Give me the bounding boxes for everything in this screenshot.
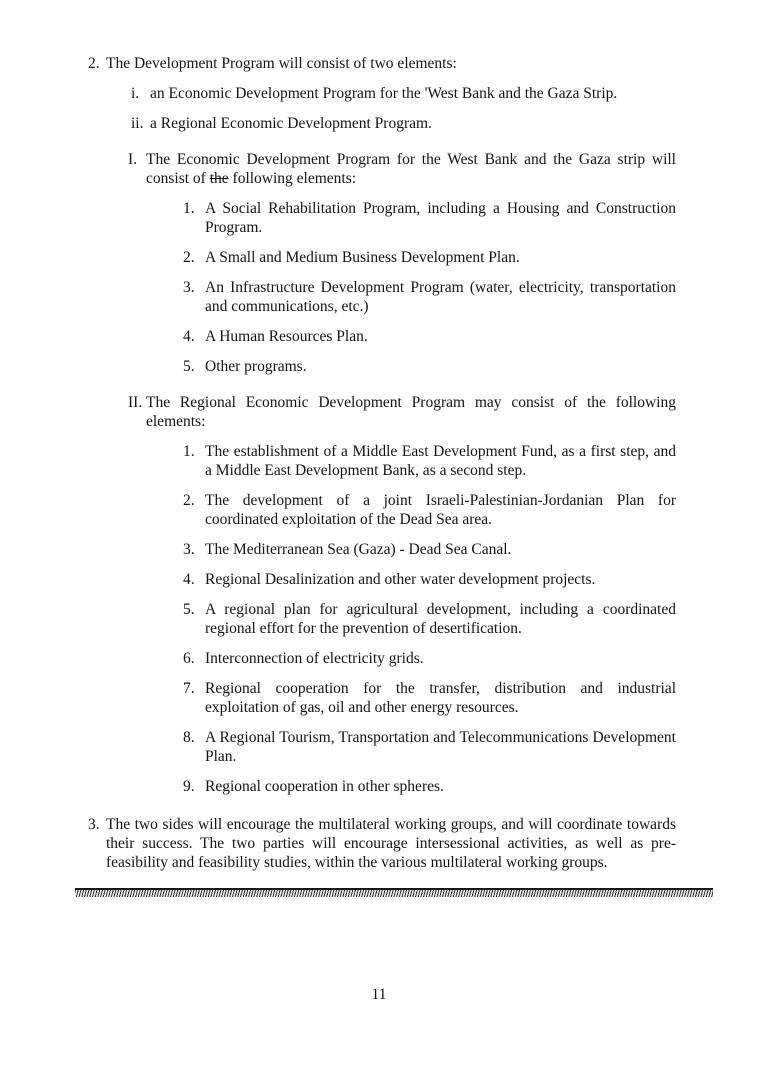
document-body bbox=[88, 54, 676, 883]
item-text: Regional cooperation for the transfer, distribution and industrial exploitation of gas, oil and other energy resources. bbox=[205, 680, 676, 716]
item-text: A Social Rehabilitation Program, including a Housing and Construction Program. bbox=[205, 200, 676, 236]
item-label: 4. bbox=[183, 571, 195, 588]
item-text: The establishment of a Middle East Development Fund, as a first step, and a Middle East Development Bank, as a second step. bbox=[205, 443, 676, 479]
item-text: Other programs. bbox=[205, 358, 307, 375]
item-text: An Infrastructure Development Program (water, electricity, transportation and communications, etc.) bbox=[205, 279, 676, 315]
list-item bbox=[88, 649, 676, 668]
item-text: A Human Resources Plan. bbox=[205, 328, 368, 345]
item-text: Interconnection of electricity grids. bbox=[205, 650, 424, 667]
item-text: The two sides will encourage the multilateral working groups, and will coordinate towards their success. The two parties will encourage intersessional activities, as well as pre-feasibility and feasibility studies, within the various multilateral working groups. bbox=[106, 816, 676, 871]
list-item bbox=[88, 728, 676, 766]
item-text: A Small and Medium Business Development Plan. bbox=[205, 249, 520, 266]
intro-text-before: The Economic Development Program for the West Bank and the Gaza strip will consist of bbox=[146, 151, 676, 187]
item-label: 1. bbox=[183, 443, 195, 460]
item-label: 3. bbox=[183, 279, 195, 296]
item-text: The Mediterranean Sea (Gaza) - Dead Sea Canal. bbox=[205, 541, 512, 558]
item-label: 7. bbox=[183, 680, 195, 697]
list-item bbox=[88, 570, 676, 589]
separator-rule bbox=[75, 888, 713, 897]
list-item-element-ii bbox=[88, 114, 676, 133]
list-item bbox=[88, 327, 676, 346]
item-label: 2. bbox=[183, 492, 195, 509]
item-label: 3. bbox=[183, 541, 195, 558]
item-label: 2. bbox=[183, 249, 195, 266]
list-item bbox=[88, 777, 676, 796]
list-item bbox=[88, 278, 676, 316]
item-text: A Regional Tourism, Transportation and Telecommunications Development Plan. bbox=[205, 729, 676, 765]
list-item bbox=[88, 357, 676, 376]
item-text: an Economic Development Program for the 'West Bank and the Gaza Strip. bbox=[150, 85, 618, 102]
item-text: A regional plan for agricultural development, including a coordinated regional effort for the prevention of desertification. bbox=[205, 601, 676, 637]
item-label: 6. bbox=[183, 650, 195, 667]
item-label: 8. bbox=[183, 729, 195, 746]
list-item-clause2 bbox=[88, 54, 676, 73]
item-label: i. bbox=[131, 85, 140, 102]
item-text: a Regional Economic Development Program. bbox=[150, 115, 432, 132]
list-item bbox=[88, 199, 676, 237]
section-heading-I bbox=[88, 150, 676, 188]
item-text bbox=[146, 150, 676, 188]
item-label: 1. bbox=[183, 200, 195, 217]
list-item bbox=[88, 248, 676, 267]
item-text: Regional cooperation in other spheres. bbox=[205, 778, 444, 795]
intro-text-after: following elements: bbox=[228, 170, 357, 187]
item-label: 4. bbox=[183, 328, 195, 345]
item-label: ii. bbox=[131, 115, 144, 132]
list-item bbox=[88, 491, 676, 529]
item-label: I. bbox=[128, 151, 138, 168]
item-text: The Regional Economic Development Program may consist of the following elements: bbox=[146, 394, 676, 430]
struck-word: the bbox=[209, 170, 229, 187]
item-label: 5. bbox=[183, 601, 195, 618]
item-text: The Development Program will consist of two elements: bbox=[106, 55, 457, 72]
item-text: The development of a joint Israeli-Palestinian-Jordanian Plan for coordinated exploitation of the Dead Sea area. bbox=[205, 492, 676, 528]
item-label: 9. bbox=[183, 778, 195, 795]
list-item bbox=[88, 540, 676, 559]
list-item-clause3 bbox=[88, 815, 676, 872]
item-label: 3. bbox=[88, 816, 100, 833]
section-heading-II bbox=[88, 393, 676, 431]
item-label: 5. bbox=[183, 358, 195, 375]
list-item-element-i bbox=[88, 84, 676, 103]
item-label: 2. bbox=[88, 55, 100, 72]
list-item bbox=[88, 679, 676, 717]
list-item bbox=[88, 442, 676, 480]
item-text: Regional Desalinization and other water development projects. bbox=[205, 571, 596, 588]
page-number: 11 bbox=[371, 986, 387, 1003]
list-item bbox=[88, 600, 676, 638]
item-label: II. bbox=[128, 394, 143, 411]
